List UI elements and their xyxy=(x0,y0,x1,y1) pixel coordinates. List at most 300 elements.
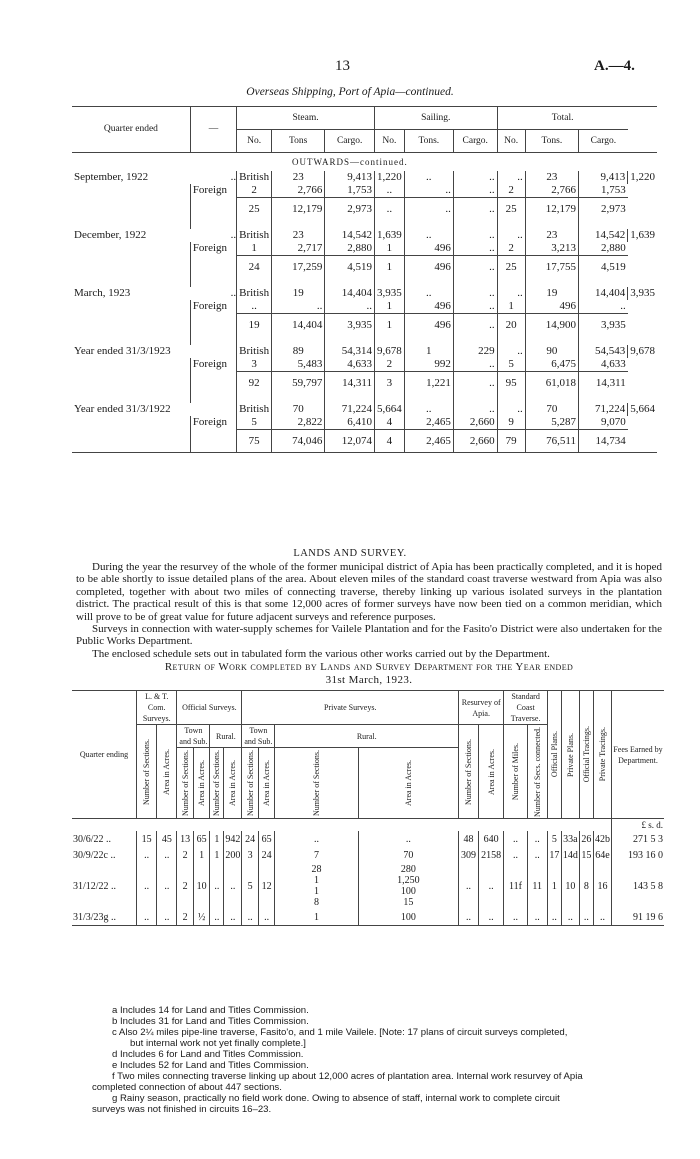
survey-cell: 24 xyxy=(258,847,274,863)
total-cell: 3,935 xyxy=(579,314,628,337)
col-total-no: No. xyxy=(497,130,525,153)
flag-label: British xyxy=(237,287,272,300)
total-cell: 76,511 xyxy=(525,430,578,453)
total-cell: 2,660 xyxy=(453,430,497,453)
cell: 496 xyxy=(404,300,453,314)
cell: .. xyxy=(497,287,525,300)
cell: 23 xyxy=(272,171,325,184)
page-reference: A.—4. xyxy=(594,58,635,74)
total-cell: 4,519 xyxy=(325,256,375,279)
total-cell: 17,755 xyxy=(525,256,578,279)
footnotes xyxy=(92,1005,664,1115)
survey-row xyxy=(72,909,664,926)
survey-cell: 15 xyxy=(579,847,593,863)
cell: 2,880 xyxy=(579,242,628,256)
col-priv-town-sec: Number of Sections. xyxy=(242,748,258,819)
cell: 9,070 xyxy=(579,416,628,430)
footnote: a Includes 14 for Land and Titles Commission. xyxy=(112,1005,309,1016)
total-cell: 25 xyxy=(497,198,525,221)
shipping-row xyxy=(72,416,657,430)
cell: 4,633 xyxy=(325,358,375,372)
col-steam-cargo: Cargo. xyxy=(325,130,375,153)
quarter-label: March, 1923 xyxy=(74,287,131,299)
shipping-row xyxy=(72,358,657,372)
col-priv-rural-acres: Area in Acres. xyxy=(358,748,458,819)
survey-cell: 12 xyxy=(258,863,274,909)
cell: .. xyxy=(453,229,497,242)
total-cell: 2,973 xyxy=(579,198,628,221)
shipping-total-row xyxy=(72,430,657,453)
cell: 3,935 xyxy=(374,287,404,300)
cell: 5 xyxy=(497,358,525,372)
cell: 1,639 xyxy=(374,229,404,242)
survey-cell: .. xyxy=(561,909,579,926)
col-off-town: Town and Sub. xyxy=(177,725,210,748)
survey-cell: 15 xyxy=(137,831,157,847)
col-res-acres: Area in Acres. xyxy=(478,725,503,819)
shipping-row xyxy=(72,345,657,358)
survey-cell: 2158 xyxy=(478,847,503,863)
total-cell: 19 xyxy=(237,314,272,337)
quarter-label xyxy=(72,416,190,430)
survey-cell: 13 xyxy=(177,831,193,847)
cell: 71,224 xyxy=(325,403,375,416)
survey-cell: .. xyxy=(210,863,224,909)
flag-label: British xyxy=(237,229,272,242)
cell: .. xyxy=(404,229,453,242)
cell: .. xyxy=(404,403,453,416)
col-sailing-no: No. xyxy=(374,130,404,153)
col-private-plans: Private Plans. xyxy=(561,691,579,819)
survey-cell: .. xyxy=(459,863,479,909)
cell: 6,475 xyxy=(525,358,578,372)
total-cell: 25 xyxy=(497,256,525,279)
total-cell: .. xyxy=(453,256,497,279)
survey-cell: .. xyxy=(242,909,258,926)
survey-cell: 16 xyxy=(593,863,611,909)
col-priv-rural-sec: Number of Sections. xyxy=(275,748,358,819)
survey-cell: 28 1 1 8 xyxy=(275,863,358,909)
cell: 23 xyxy=(525,229,578,242)
col-standard: Standard Coast Traverse. xyxy=(504,691,548,725)
total-cell: 14,311 xyxy=(325,372,375,395)
col-official: Official Surveys. xyxy=(177,691,242,725)
flag-label: British xyxy=(237,171,272,184)
col-sailing-tons: Tons. xyxy=(404,130,453,153)
cell: 4 xyxy=(374,416,404,430)
quarter-ending-label: 31/3/23g .. xyxy=(73,911,117,923)
survey-cell: 14d xyxy=(561,847,579,863)
cell: 14,542 xyxy=(579,229,628,242)
total-cell: 2,973 xyxy=(325,198,375,221)
survey-cell: 193 16 0 xyxy=(612,847,665,863)
cell: 5,664 xyxy=(374,403,404,416)
survey-cell: 309 xyxy=(459,847,479,863)
total-cell: 25 xyxy=(237,198,272,221)
lsd-label: £ s. d. xyxy=(612,819,665,832)
cell: 90 xyxy=(525,345,578,358)
col-lt-acres: Area in Acres. xyxy=(157,725,177,819)
cell: .. xyxy=(404,287,453,300)
survey-cell: .. xyxy=(137,909,157,926)
cell: .. xyxy=(237,300,272,314)
cell: 2,822 xyxy=(272,416,325,430)
cell: .. xyxy=(453,358,497,372)
col-sailing-cargo: Cargo. xyxy=(453,130,497,153)
cell: 1,220 xyxy=(628,171,657,184)
survey-cell: .. xyxy=(527,909,547,926)
flag-label: Foreign xyxy=(190,416,236,430)
quarter-label: December, 1922 xyxy=(74,229,147,241)
survey-cell: 91 19 6 xyxy=(612,909,665,926)
survey-cell: ½ xyxy=(193,909,209,926)
shipping-body xyxy=(72,153,657,453)
total-cell: 12,179 xyxy=(272,198,325,221)
survey-cell: 7 xyxy=(275,847,358,863)
cell: .. xyxy=(453,242,497,256)
survey-row xyxy=(72,847,664,863)
cell: 89 xyxy=(272,345,325,358)
total-cell: 61,018 xyxy=(525,372,578,395)
cell: .. xyxy=(374,184,404,198)
col-std-miles: Number of Miles. xyxy=(504,725,527,819)
footnote: e Includes 52 for Land and Titles Commission. xyxy=(112,1060,309,1071)
total-cell: 496 xyxy=(404,314,453,337)
col-res-sections: Number of Sections. xyxy=(459,725,479,819)
col-off-town-acres: Area in Acres. xyxy=(193,748,209,819)
cell: 14,542 xyxy=(325,229,375,242)
total-cell: .. xyxy=(374,198,404,221)
total-cell: 4 xyxy=(374,430,404,453)
survey-cell: .. xyxy=(157,909,177,926)
survey-cell: 280 1,250 100 15 xyxy=(358,863,458,909)
paragraph: The enclosed schedule sets out in tabulated form the various other works carried out by the Department. xyxy=(92,647,550,660)
cell: .. xyxy=(497,345,525,358)
survey-cell: 11 xyxy=(527,863,547,909)
total-cell: 59,797 xyxy=(272,372,325,395)
quarter-label: September, 1922 xyxy=(74,171,149,183)
cell: 71,224 xyxy=(579,403,628,416)
return-title-date: 31st March, 1923. xyxy=(325,674,413,686)
survey-cell: .. xyxy=(258,909,274,926)
cell: 9,678 xyxy=(374,345,404,358)
cell: 2 xyxy=(374,358,404,372)
cell: 496 xyxy=(404,242,453,256)
paragraph: Surveys in connection with water-supply schemes for Vailele Plantation and for the Fasito'o District were also undertaken for the Public Works Department. xyxy=(76,623,662,648)
cell: .. xyxy=(404,171,453,184)
cell: .. xyxy=(579,300,628,314)
footnote: g Rainy season, practically no field work done. Owing to absence of staff, internal work to complete circuit xyxy=(112,1093,560,1104)
cell: 1 xyxy=(404,345,453,358)
shipping-row xyxy=(72,287,657,300)
return-title-line: Return of Work completed by Lands and Survey Department for the Year ended xyxy=(164,661,574,673)
survey-cell: 33a xyxy=(561,831,579,847)
quarter-label: Year ended 31/3/1922 xyxy=(74,403,171,415)
cell: 6,410 xyxy=(325,416,375,430)
total-cell: 24 xyxy=(237,256,272,279)
col-total-tons: Tons. xyxy=(525,130,578,153)
survey-cell: .. xyxy=(504,831,527,847)
cell: .. xyxy=(453,403,497,416)
cell: 5,287 xyxy=(525,416,578,430)
survey-cell: 70 xyxy=(358,847,458,863)
cell: 992 xyxy=(404,358,453,372)
total-cell: 92 xyxy=(237,372,272,395)
survey-cell: 200 xyxy=(224,847,242,863)
survey-cell: .. xyxy=(579,909,593,926)
cell: 1,753 xyxy=(579,184,628,198)
survey-cell: .. xyxy=(224,863,242,909)
shipping-total-row xyxy=(72,314,657,337)
col-off-rural-acres: Area in Acres. xyxy=(224,748,242,819)
cell: .. xyxy=(497,403,525,416)
survey-cell: .. xyxy=(137,863,157,909)
cell: 5 xyxy=(237,416,272,430)
total-cell: 3 xyxy=(374,372,404,395)
survey-cell: .. xyxy=(157,863,177,909)
footnote: f Two miles connecting traverse linking up about 12,000 acres of plantation area. Internal work resurvey of Apia xyxy=(112,1071,583,1082)
total-cell: 496 xyxy=(404,256,453,279)
survey-cell: .. xyxy=(547,909,561,926)
lands-heading: LANDS AND SURVEY. xyxy=(293,548,407,559)
survey-cell: 64e xyxy=(593,847,611,863)
col-official-tracings: Official Tracings. xyxy=(579,691,593,819)
outwards-subheading: OUTWARDS—continued. xyxy=(292,156,408,167)
survey-cell: 5 xyxy=(547,831,561,847)
survey-cell: 143 5 8 xyxy=(612,863,665,909)
survey-cell: 24 xyxy=(242,831,258,847)
cell: 3,935 xyxy=(628,287,657,300)
total-cell: 1,221 xyxy=(404,372,453,395)
survey-cell: 26 xyxy=(579,831,593,847)
survey-cell: 2 xyxy=(177,847,193,863)
survey-cell: 10 xyxy=(193,863,209,909)
survey-cell: .. xyxy=(504,847,527,863)
survey-cell: .. xyxy=(478,863,503,909)
quarter-label xyxy=(72,242,190,256)
cell: 229 xyxy=(453,345,497,358)
quarter-ending-label: 30/6/22 .. xyxy=(73,833,112,845)
cell: .. xyxy=(272,300,325,314)
survey-row xyxy=(72,831,664,847)
cell: .. xyxy=(325,300,375,314)
col-off-rural-sec: Number of Sections. xyxy=(210,748,224,819)
survey-cell: 2 xyxy=(177,863,193,909)
leader-dots: .. xyxy=(230,287,237,299)
flag-label: British xyxy=(237,403,272,416)
survey-cell: .. xyxy=(504,909,527,926)
cell: 4,633 xyxy=(579,358,628,372)
cell: 54,543 xyxy=(579,345,628,358)
col-resurvey: Resurvey of Apia. xyxy=(459,691,504,725)
total-cell: 74,046 xyxy=(272,430,325,453)
cell: 1,753 xyxy=(325,184,375,198)
survey-cell: .. xyxy=(527,847,547,863)
shipping-row xyxy=(72,403,657,416)
cell: 1 xyxy=(374,300,404,314)
cell: .. xyxy=(497,229,525,242)
cell: 3 xyxy=(237,358,272,372)
survey-cell: .. xyxy=(358,831,458,847)
cell: 70 xyxy=(525,403,578,416)
footnote: completed connection of about 447 sections. xyxy=(92,1082,282,1093)
col-lt: L. & T. Com. Surveys. xyxy=(137,691,177,725)
survey-cell: 1 xyxy=(547,863,561,909)
survey-cell: .. xyxy=(157,847,177,863)
survey-cell: 2 xyxy=(177,909,193,926)
total-cell: 14,311 xyxy=(579,372,628,395)
quarter-label xyxy=(72,358,190,372)
quarter-label xyxy=(72,300,190,314)
survey-cell: .. xyxy=(137,847,157,863)
col-steam: Steam. xyxy=(237,107,375,130)
quarter-label xyxy=(72,184,190,198)
total-cell: 12,179 xyxy=(525,198,578,221)
return-title xyxy=(76,661,662,687)
col-off-rural: Rural. xyxy=(210,725,242,748)
leader-dots: .. xyxy=(230,171,237,183)
quarter-ending-label: 30/9/22c .. xyxy=(73,849,116,861)
survey-cell: 1 xyxy=(193,847,209,863)
survey-cell: 17 xyxy=(547,847,561,863)
cell: 1,639 xyxy=(628,229,657,242)
cell: 2,465 xyxy=(404,416,453,430)
cell: 14,404 xyxy=(325,287,375,300)
cell: .. xyxy=(404,184,453,198)
total-cell: 14,404 xyxy=(272,314,325,337)
survey-cell: .. xyxy=(224,909,242,926)
total-cell: 4,519 xyxy=(579,256,628,279)
cell: .. xyxy=(453,171,497,184)
cell: 5,483 xyxy=(272,358,325,372)
shipping-row xyxy=(72,300,657,314)
flag-label: Foreign xyxy=(190,300,236,314)
cell: 1 xyxy=(374,242,404,256)
survey-cell: 1 xyxy=(210,831,224,847)
cell: 19 xyxy=(525,287,578,300)
col-lt-sections: Number of Sections. xyxy=(137,725,157,819)
survey-table xyxy=(72,690,664,926)
total-cell: 12,074 xyxy=(325,430,375,453)
flag-label: Foreign xyxy=(190,242,236,256)
col-priv-town-acres: Area in Acres. xyxy=(258,748,274,819)
footnote: surveys was not finished in circuits 16–23. xyxy=(92,1104,272,1115)
footnote: but internal work not yet finally complete.] xyxy=(130,1038,306,1049)
survey-cell: 100 xyxy=(358,909,458,926)
survey-cell: 1 xyxy=(210,847,224,863)
cell: 2 xyxy=(237,184,272,198)
survey-cell: 5 xyxy=(242,863,258,909)
shipping-total-row xyxy=(72,256,657,279)
survey-cell: 640 xyxy=(478,831,503,847)
survey-cell: 942 xyxy=(224,831,242,847)
quarter-label: Year ended 31/3/1923 xyxy=(74,345,171,357)
col-std-secs: Number of Secs. connected. xyxy=(527,725,547,819)
cell: 1 xyxy=(497,300,525,314)
col-private: Private Surveys. xyxy=(242,691,459,725)
total-cell: 2,465 xyxy=(404,430,453,453)
survey-cell: .. xyxy=(527,831,547,847)
col-flag: — xyxy=(190,107,236,153)
total-cell: .. xyxy=(453,314,497,337)
shipping-row xyxy=(72,171,657,184)
cell: 2 xyxy=(497,184,525,198)
survey-cell: .. xyxy=(593,909,611,926)
survey-cell: 65 xyxy=(258,831,274,847)
col-steam-tons: Tons xyxy=(272,130,325,153)
total-cell: 20 xyxy=(497,314,525,337)
cell: 23 xyxy=(525,171,578,184)
cell: 9,678 xyxy=(628,345,657,358)
cell: 3,213 xyxy=(525,242,578,256)
cell: 2,766 xyxy=(525,184,578,198)
col-sailing: Sailing. xyxy=(374,107,497,130)
cell: 2,766 xyxy=(272,184,325,198)
cell: 5,664 xyxy=(628,403,657,416)
cell: 2,717 xyxy=(272,242,325,256)
survey-body xyxy=(72,819,664,926)
cell: 9,413 xyxy=(325,171,375,184)
survey-cell: .. xyxy=(478,909,503,926)
survey-cell: 1 xyxy=(275,909,358,926)
cell: .. xyxy=(453,184,497,198)
survey-cell: .. xyxy=(210,909,224,926)
col-official-plans: Official Plans. xyxy=(547,691,561,819)
col-quarter: Quarter ended xyxy=(103,124,158,134)
cell: 9 xyxy=(497,416,525,430)
shipping-row xyxy=(72,184,657,198)
total-cell: 1 xyxy=(374,256,404,279)
survey-cell: .. xyxy=(459,909,479,926)
cell: 2 xyxy=(497,242,525,256)
shipping-caption: Overseas Shipping, Port of Apia—continued. xyxy=(246,86,454,98)
col-fees: Fees Earned by Department. xyxy=(612,691,665,819)
col-total-cargo: Cargo. xyxy=(579,130,628,153)
cell: 2,660 xyxy=(453,416,497,430)
shipping-row xyxy=(72,229,657,242)
total-cell: 3,935 xyxy=(325,314,375,337)
page-number: 13 xyxy=(335,58,350,74)
footnote: b Includes 31 for Land and Titles Commission. xyxy=(112,1016,309,1027)
col-priv-rural: Rural. xyxy=(275,725,459,748)
leader-dots: .. xyxy=(230,229,237,241)
col-priv-town: Town and Sub. xyxy=(242,725,275,748)
flag-label: Foreign xyxy=(190,358,236,372)
cell: 496 xyxy=(525,300,578,314)
cell: 19 xyxy=(272,287,325,300)
survey-cell: 3 xyxy=(242,847,258,863)
footnote: c Also 2¼ miles pipe-line traverse, Fasito'o, and 1 mile Vailele. [Note: 17 plans of circuit surveys completed, xyxy=(112,1027,568,1038)
total-cell: 75 xyxy=(237,430,272,453)
col-total: Total. xyxy=(497,107,628,130)
cell: 54,314 xyxy=(325,345,375,358)
cell: 1,220 xyxy=(374,171,404,184)
total-cell: .. xyxy=(453,372,497,395)
total-cell: 79 xyxy=(497,430,525,453)
footnote: d Includes 6 for Land and Titles Commission. xyxy=(112,1049,304,1060)
cell: .. xyxy=(497,171,525,184)
survey-cell: 8 xyxy=(579,863,593,909)
survey-cell: .. xyxy=(275,831,358,847)
survey-cell: 10 xyxy=(561,863,579,909)
lands-text xyxy=(76,561,662,660)
cell: 23 xyxy=(272,229,325,242)
col-steam-no: No. xyxy=(237,130,272,153)
flag-label: Foreign xyxy=(190,184,236,198)
survey-cell: 45 xyxy=(157,831,177,847)
shipping-table xyxy=(72,106,657,453)
total-cell: 14,734 xyxy=(579,430,628,453)
